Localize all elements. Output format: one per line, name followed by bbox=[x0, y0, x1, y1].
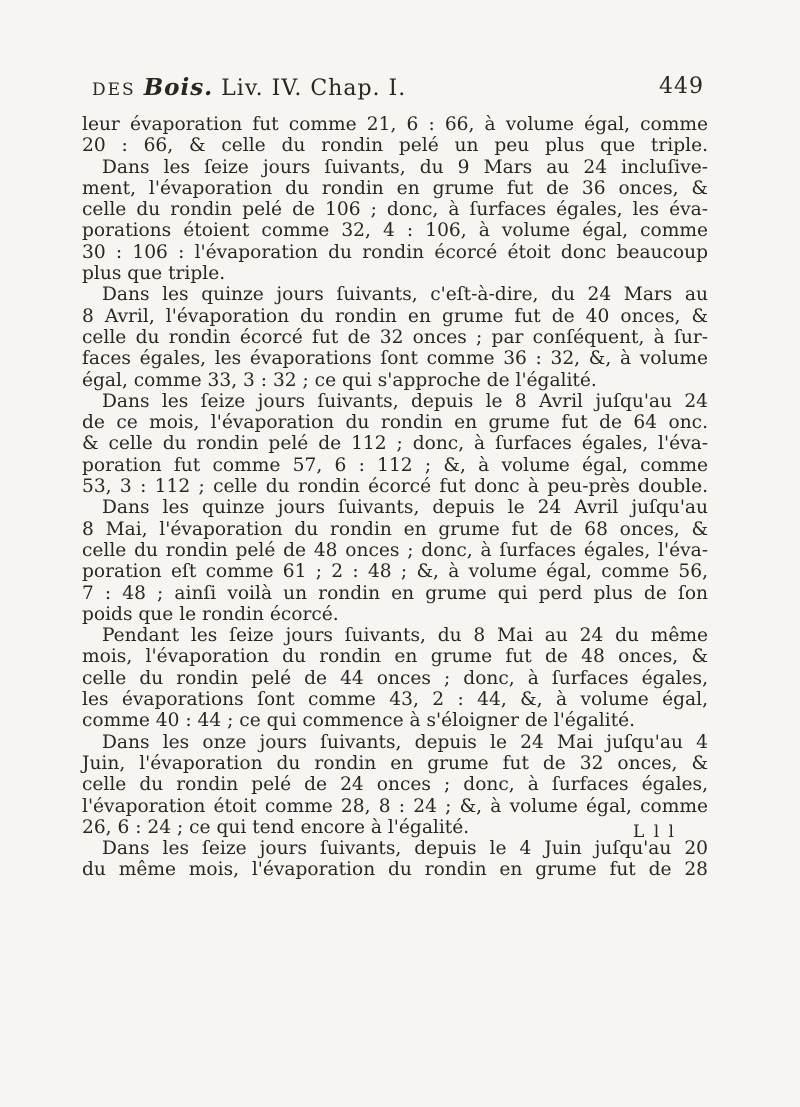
text-line: Dans les ſeize jours ſuivants, depuis le 4 Juin juſqu'au 20 bbox=[102, 838, 708, 860]
page-number: 449 bbox=[659, 74, 704, 99]
running-title bbox=[92, 74, 406, 101]
text-line: poids que le rondin écorcé. bbox=[82, 603, 339, 625]
text-line: de ce mois, l'évaporation du rondin en grume fut de 64 onc. bbox=[82, 412, 708, 434]
text-line: & celle du rondin pelé de 112 ; donc, à ſurfaces égales, l'éva- bbox=[82, 433, 708, 455]
text-line: 30 : 106 : l'évaporation du rondin écorcé étoit donc beaucoup bbox=[82, 241, 708, 263]
text-line: celle du rondin pelé de 106 ; donc, à ſurfaces égales, les éva- bbox=[82, 199, 708, 221]
text-line: celle du rondin pelé de 24 onces ; donc, à ſurfaces égales, bbox=[82, 774, 708, 796]
text-line: Juin, l'évaporation du rondin en grume fut de 32 onces, & bbox=[82, 752, 708, 774]
text-line: Dans les quinze jours ſuivants, c'eſt-à-dire, du 24 Mars au bbox=[102, 284, 708, 306]
text-line: 20 : 66, & celle du rondin pelé un peu plus que triple. bbox=[82, 135, 708, 157]
text-line: du même mois, l'évaporation du rondin en grume fut de 28 bbox=[82, 859, 708, 881]
text-line: poration eſt comme 61 ; 2 : 48 ; &, à volume égal, comme 56, bbox=[82, 561, 708, 583]
text-line: poration fut comme 57, 6 : 112 ; &, à volume égal, comme bbox=[82, 454, 708, 476]
signature-mark: L l l bbox=[633, 822, 676, 842]
text-line: Dans les ſeize jours ſuivants, du 9 Mars au 24 incluſive- bbox=[102, 156, 708, 178]
text-line: 7 : 48 ; ainſi voilà un rondin en grume qui perd plus de ſon bbox=[82, 582, 708, 604]
text-line: les évaporations ſont comme 43, 2 : 44, &, à volume égal, bbox=[82, 689, 708, 711]
running-title-des: DES bbox=[92, 80, 136, 100]
body-text bbox=[82, 114, 708, 881]
text-line: égal, comme 33, 3 : 32 ; ce qui s'approche de l'égalité. bbox=[82, 369, 597, 391]
text-line: l'évaporation étoit comme 28, 8 : 24 ; &, à volume égal, comme bbox=[82, 795, 708, 817]
running-header bbox=[92, 74, 704, 106]
text-line: celle du rondin pelé de 44 onces ; donc, à ſurfaces égales, bbox=[82, 667, 708, 689]
running-title-bois: Bois. bbox=[143, 74, 214, 101]
running-title-chapter: Liv. IV. Chap. I. bbox=[221, 76, 407, 101]
text-line: 8 Avril, l'évaporation du rondin en grume fut de 40 onces, & bbox=[82, 305, 708, 327]
text-line: faces égales, les évaporations ſont comme 36 : 32, &, à volume bbox=[82, 348, 708, 370]
text-line: Dans les quinze jours ſuivants, depuis le 24 Avril juſqu'au bbox=[102, 497, 708, 519]
text-line: leur évaporation fut comme 21, 6 : 66, à volume égal, comme bbox=[82, 114, 708, 135]
text-line: 26, 6 : 24 ; ce qui tend encore à l'égalité. bbox=[82, 816, 470, 838]
text-line: Pendant les ſeize jours ſuivants, du 8 Mai au 24 du même bbox=[102, 625, 708, 647]
text-line: 53, 3 : 112 ; celle du rondin écorcé fut donc à peu-près double. bbox=[82, 476, 708, 498]
text-line: 8 Mai, l'évaporation du rondin en grume fut de 68 onces, & bbox=[82, 518, 708, 540]
text-line: Dans les onze jours ſuivants, depuis le 24 Mai juſqu'au 4 bbox=[102, 731, 708, 753]
text-line: porations étoient comme 32, 4 : 106, à volume égal, comme bbox=[82, 220, 708, 242]
text-line: celle du rondin écorcé fut de 32 onces ; par conſéquent, à ſur- bbox=[82, 326, 708, 348]
text-line: plus que triple. bbox=[82, 263, 226, 285]
text-line: mois, l'évaporation du rondin en grume fut de 48 onces, & bbox=[82, 646, 708, 668]
text-line: ment, l'évaporation du rondin en grume fut de 36 onces, & bbox=[82, 177, 708, 199]
text-line: Dans les ſeize jours ſuivants, depuis le 8 Avril juſqu'au 24 bbox=[102, 390, 708, 412]
text-line: comme 40 : 44 ; ce qui commence à s'éloigner de l'égalité. bbox=[82, 710, 636, 732]
text-line: celle du rondin pelé de 48 onces ; donc, à ſurfaces égales, l'éva- bbox=[82, 539, 708, 561]
